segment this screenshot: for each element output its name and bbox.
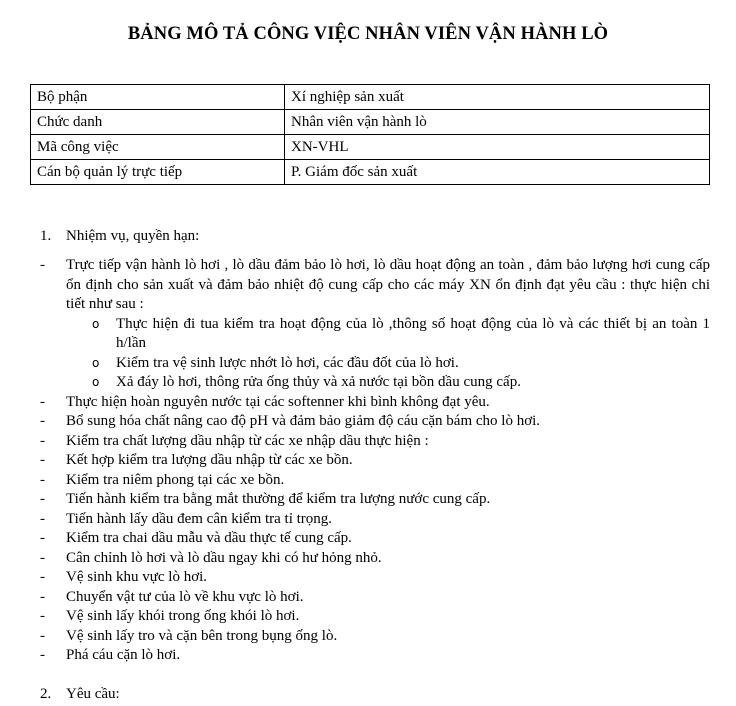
duties-list <box>0 256 736 666</box>
duty-text: Tiến hành kiểm tra bằng mắt thường để kiểm tra lượng nước cung cấp. <box>66 491 491 507</box>
list-item <box>0 646 736 666</box>
circle-bullet-icon: o <box>92 355 100 370</box>
duty-text: Vệ sinh lấy khói trong ống khói lò hơi. <box>66 608 300 624</box>
circle-bullet-icon: o <box>92 375 100 389</box>
duty-text: Phá cáu cặn lò hơi. <box>66 647 181 663</box>
duty-text: Cân chỉnh lò hơi và lò dầu ngay khi có hư hỏng nhỏ. <box>66 549 382 566</box>
list-item <box>0 568 736 588</box>
list-item <box>0 412 736 432</box>
duty-intro: Trực tiếp vận hành lò hơi , lò dầu đảm bảo lò hơi, lò dầu hoạt động an toàn , đảm bảo lượng hơi cung cấp ổn định cho sản xuất và đảm bảo nhiệt độ cung cấp cho các máy XN ổn định đạt yêu cầu : thực hiện chi tiết như sau : <box>66 257 710 312</box>
dash-marker: - <box>40 627 45 644</box>
table-row <box>31 110 710 135</box>
list-item <box>0 510 736 530</box>
duty-text: Kiểm tra chất lượng dầu nhập từ các xe nhập dầu thực hiện : <box>66 432 429 449</box>
dash-marker: - <box>40 510 45 527</box>
table-row <box>31 160 710 185</box>
position-label: Chức danh <box>31 110 285 135</box>
list-item <box>0 451 736 471</box>
sub-item-text: Xả đáy lò hơi, thông rửa ống thủy và xả nước tại bồn dầu cung cấp. <box>116 374 521 390</box>
list-item <box>0 588 736 608</box>
job-code-value: XN-VHL <box>285 135 710 160</box>
dash-marker: - <box>40 393 45 410</box>
dash-marker: - <box>40 569 45 585</box>
section-number: 1. <box>40 228 52 244</box>
list-item <box>0 529 736 549</box>
table-row <box>31 85 710 110</box>
duty-text: Bổ sung hóa chất nâng cao độ pH và đảm bảo giảm độ cáu cặn bám cho lò hơi. <box>66 413 541 429</box>
duty-text: Chuyển vật tư của lò về khu vực lò hơi. <box>66 588 304 605</box>
section-number: 2. <box>40 686 52 702</box>
list-item <box>0 627 736 647</box>
section-title: Nhiệm vụ, quyền hạn: <box>66 228 200 244</box>
sub-item-text: Kiểm tra vệ sinh lược nhớt lò hơi, các đầu đốt của lò hơi. <box>116 354 459 371</box>
list-item <box>0 393 736 413</box>
direct-manager-label: Cán bộ quản lý trực tiếp <box>31 160 285 185</box>
list-item <box>0 549 736 569</box>
list-item <box>0 256 736 315</box>
list-item <box>0 490 736 510</box>
sub-list-item <box>0 354 736 374</box>
list-item <box>0 471 736 491</box>
circle-bullet-icon: o <box>92 316 100 331</box>
dash-marker: - <box>40 471 45 488</box>
dash-marker: - <box>40 432 45 449</box>
job-info-table <box>30 84 710 185</box>
table-row <box>31 135 710 160</box>
duty-text: Vệ sinh lấy tro và cặn bên trong bụng ống lò. <box>66 627 338 644</box>
document-title: BẢNG MÔ TẢ CÔNG VIỆC NHÂN VIÊN VẬN HÀNH LÒ <box>127 24 609 44</box>
duty-text: Kết hợp kiểm tra lượng dầu nhập từ các xe bồn. <box>66 452 353 468</box>
dash-marker: - <box>40 257 45 273</box>
list-item <box>0 607 736 627</box>
section-2-heading <box>40 686 120 703</box>
duty-text: Kiểm tra chai dầu mẫu và dầu thực tế cung cấp. <box>66 530 352 546</box>
duty-text: Tiến hành lấy dầu đem cân kiểm tra tỉ trọng. <box>66 510 333 527</box>
department-label: Bộ phận <box>31 85 285 110</box>
dash-marker: - <box>40 647 45 663</box>
sub-item-text: Thực hiện đi tua kiểm tra hoạt động của lò ,thông số hoạt động của lò và các thiết bị an toàn 1 h/lần <box>116 315 710 351</box>
section-1-heading <box>40 228 199 245</box>
duty-text: Thực hiện hoàn nguyên nước tại các softenner khi bình không đạt yêu. <box>66 393 490 410</box>
dash-marker: - <box>40 491 45 507</box>
duty-text: Vệ sinh khu vực lò hơi. <box>66 569 208 585</box>
job-code-label: Mã công việc <box>31 135 285 160</box>
dash-marker: - <box>40 608 45 624</box>
department-value: Xí nghiệp sản xuất <box>285 85 710 110</box>
dash-marker: - <box>40 452 45 468</box>
dash-marker: - <box>40 530 45 546</box>
direct-manager-value: P. Giám đốc sản xuất <box>285 160 710 185</box>
list-item <box>0 432 736 452</box>
duty-text: Kiểm tra niêm phong tại các xe bồn. <box>66 471 285 488</box>
sub-list-item <box>0 373 736 393</box>
section-title: Yêu cầu: <box>66 686 120 702</box>
sub-list-item <box>0 315 736 354</box>
dash-marker: - <box>40 588 45 605</box>
position-value: Nhân viên vận hành lò <box>285 110 710 135</box>
dash-marker: - <box>40 413 45 429</box>
dash-marker: - <box>40 549 45 566</box>
